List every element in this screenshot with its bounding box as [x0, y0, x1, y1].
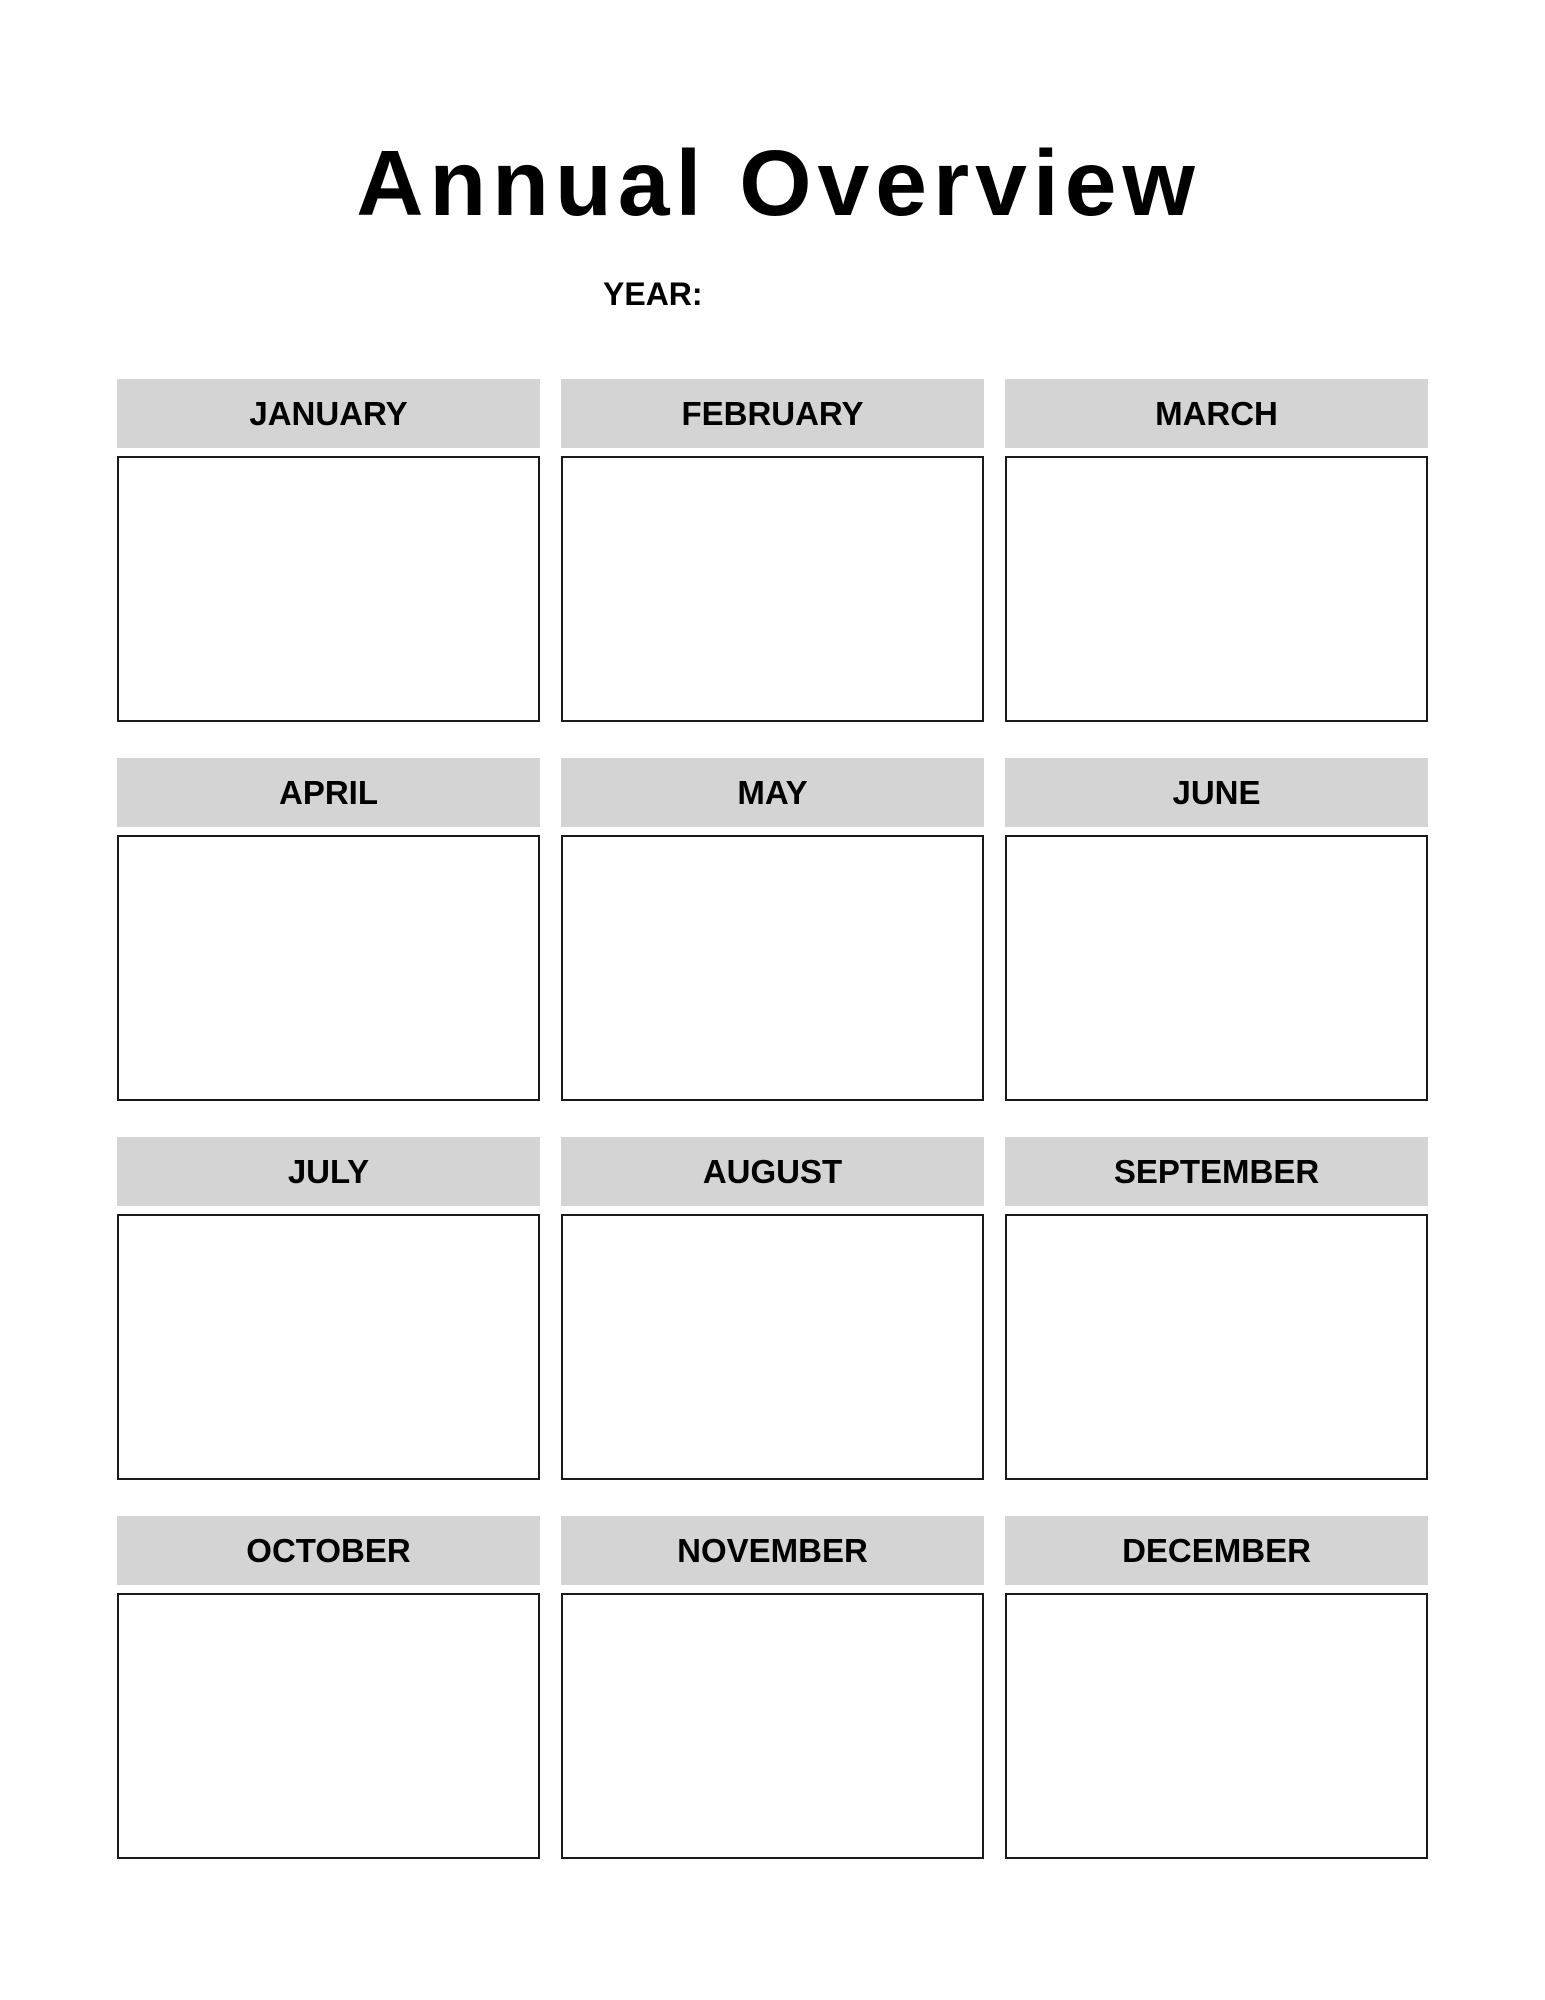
month-header: APRIL — [117, 758, 540, 827]
month-header: JUNE — [1005, 758, 1428, 827]
month-header: MAY — [561, 758, 984, 827]
month-notes-box[interactable] — [1005, 456, 1428, 722]
month-notes-box[interactable] — [561, 1593, 984, 1859]
month-notes-box[interactable] — [1005, 1593, 1428, 1859]
month-march — [1005, 379, 1428, 727]
month-notes-box[interactable] — [117, 1214, 540, 1480]
month-header: FEBRUARY — [561, 379, 984, 448]
month-february — [561, 379, 984, 727]
month-january — [117, 379, 540, 727]
month-june — [1005, 758, 1428, 1106]
month-header: OCTOBER — [117, 1516, 540, 1585]
month-header: JULY — [117, 1137, 540, 1206]
page-title: Annual Overview — [356, 131, 1201, 235]
month-notes-box[interactable] — [561, 456, 984, 722]
month-december — [1005, 1516, 1428, 1864]
month-header: MARCH — [1005, 379, 1428, 448]
month-november — [561, 1516, 984, 1864]
month-july — [117, 1137, 540, 1485]
month-notes-box[interactable] — [561, 835, 984, 1101]
month-notes-box[interactable] — [117, 835, 540, 1101]
year-field[interactable] — [603, 275, 703, 313]
month-notes-box[interactable] — [117, 456, 540, 722]
month-may — [561, 758, 984, 1106]
month-header: JANUARY — [117, 379, 540, 448]
month-notes-box[interactable] — [561, 1214, 984, 1480]
month-notes-box[interactable] — [117, 1593, 540, 1859]
month-notes-box[interactable] — [1005, 1214, 1428, 1480]
year-label: YEAR: — [603, 276, 703, 312]
month-october — [117, 1516, 540, 1864]
months-grid — [117, 379, 1428, 1864]
month-header: AUGUST — [561, 1137, 984, 1206]
month-header: NOVEMBER — [561, 1516, 984, 1585]
month-august — [561, 1137, 984, 1485]
month-april — [117, 758, 540, 1106]
month-header: DECEMBER — [1005, 1516, 1428, 1585]
month-september — [1005, 1137, 1428, 1485]
month-header: SEPTEMBER — [1005, 1137, 1428, 1206]
month-notes-box[interactable] — [1005, 835, 1428, 1101]
